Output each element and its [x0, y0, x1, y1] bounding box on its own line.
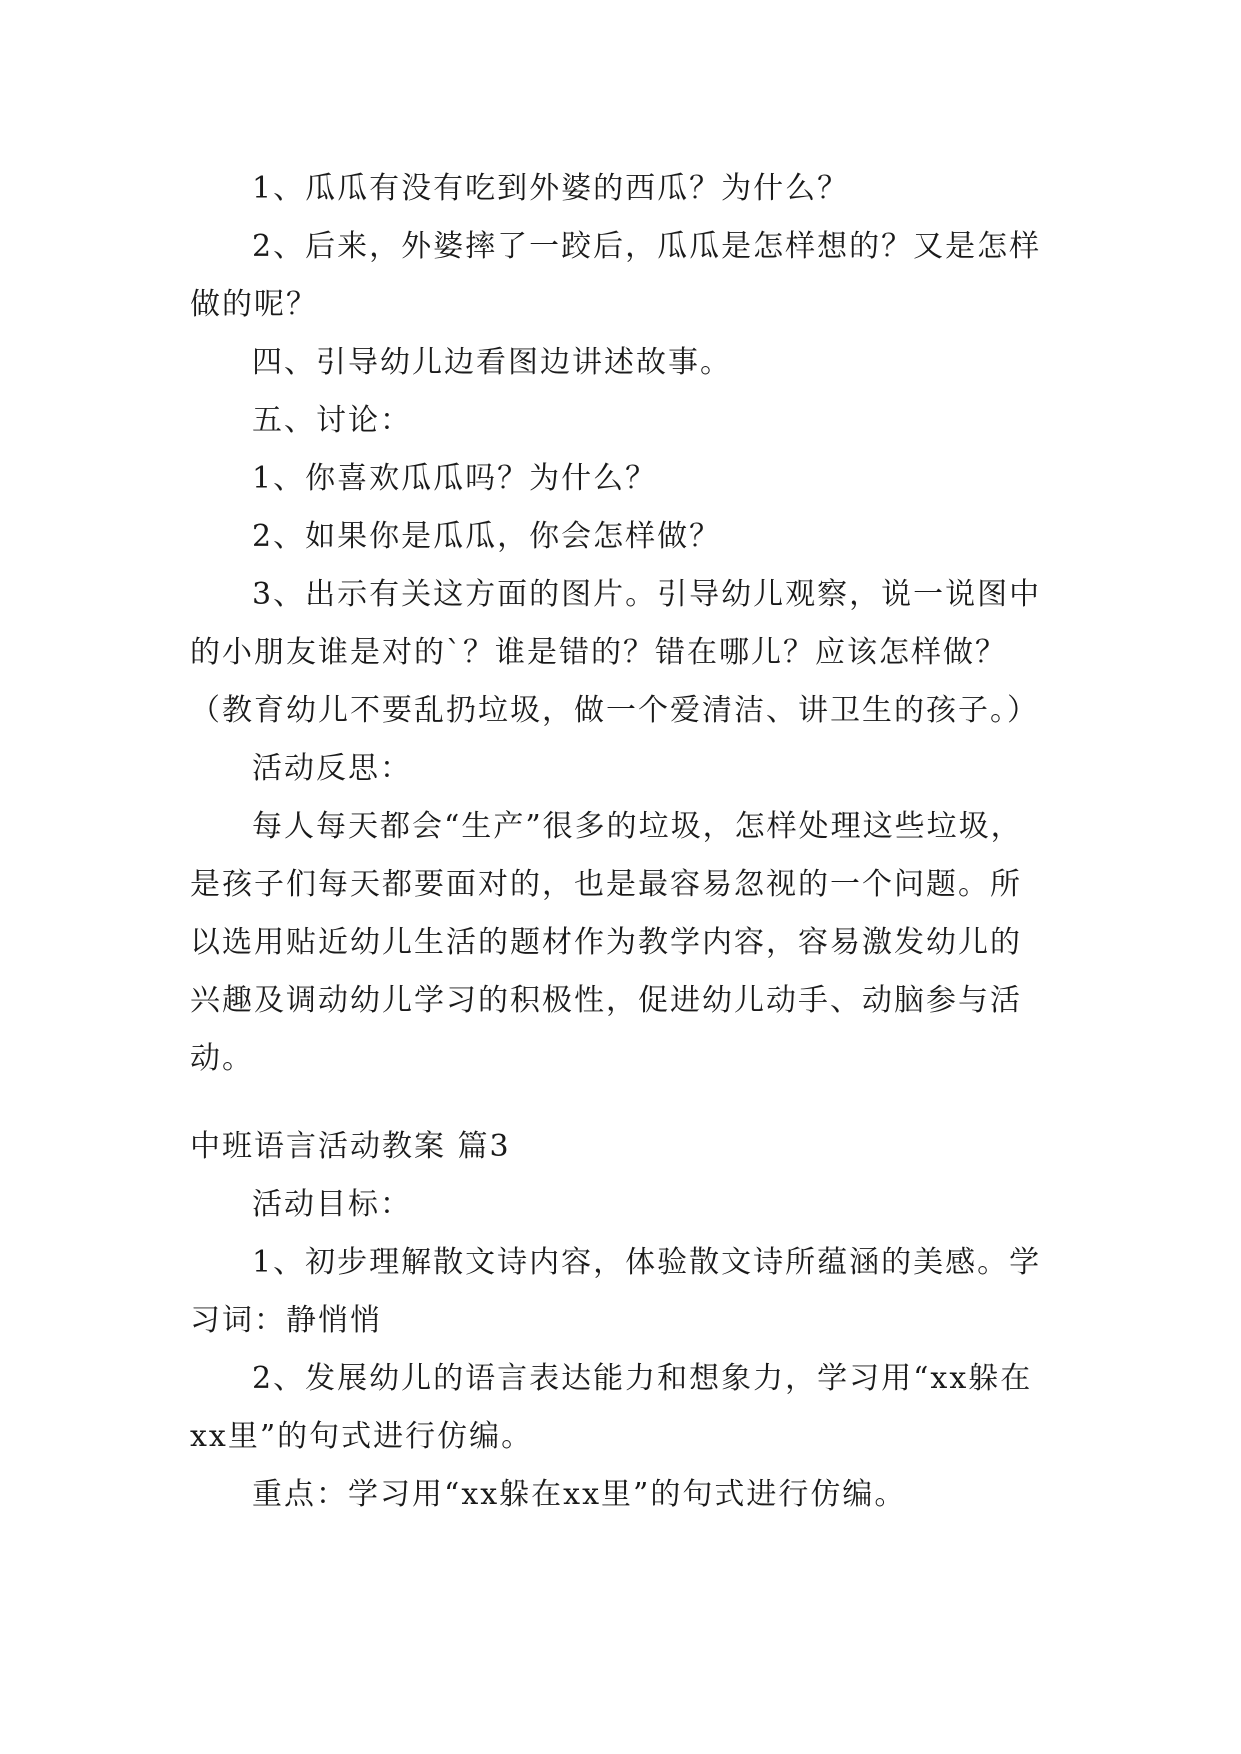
paragraph-question-2: 2、后来，外婆摔了一跤后，瓜瓜是怎样想的？又是怎样做的呢？ — [190, 229, 1042, 322]
paragraph-reflection-body: 每人每天都会“生产”很多的垃圾，怎样处理这些垃圾，是孩子们每天都要面对的，也是最容易忽视的一个问题。所以选用贴近幼儿生活的题材作为教学内容，容易激发幼儿的兴趣及调动幼儿学习的积极性，促进幼儿动手、动脑参与活动。 — [190, 809, 1023, 1076]
paragraph-question-1: 1、瓜瓜有没有吃到外婆的西瓜？为什么？ — [252, 171, 850, 206]
paragraph-discussion-1: 1、你喜欢瓜瓜吗？为什么？ — [252, 461, 658, 496]
paragraph-reflection-heading: 活动反思： — [252, 751, 412, 786]
paragraph-discussion-2: 2、如果你是瓜瓜，你会怎样做？ — [252, 519, 722, 554]
document-page — [190, 160, 1050, 1524]
paragraph-discussion-3: 3、出示有关这方面的图片。引导幼儿观察，说一说图中的小朋友谁是对的`？谁是错的？错在哪儿？应该怎样做？（教育幼儿不要乱扔垃圾，做一个爱清洁、讲卫生的孩子。） — [190, 577, 1042, 728]
paragraph-goals-heading: 活动目标： — [252, 1187, 412, 1222]
paragraph-step-5: 五、讨论： — [252, 403, 412, 438]
paragraph-step-4: 四、引导幼儿边看图边讲述故事。 — [252, 345, 732, 380]
paragraph-goal-2: 2、发展幼儿的语言表达能力和想象力，学习用“xx躲在xx里”的句式进行仿编。 — [190, 1361, 1033, 1454]
paragraph-focus: 重点：学习用“xx躲在xx里”的句式进行仿编。 — [252, 1477, 907, 1512]
paragraph-goal-1: 1、初步理解散文诗内容，体验散文诗所蕴涵的美感。学习词：静悄悄 — [190, 1245, 1042, 1338]
section-title: 中班语言活动教案 篇3 — [190, 1129, 511, 1164]
